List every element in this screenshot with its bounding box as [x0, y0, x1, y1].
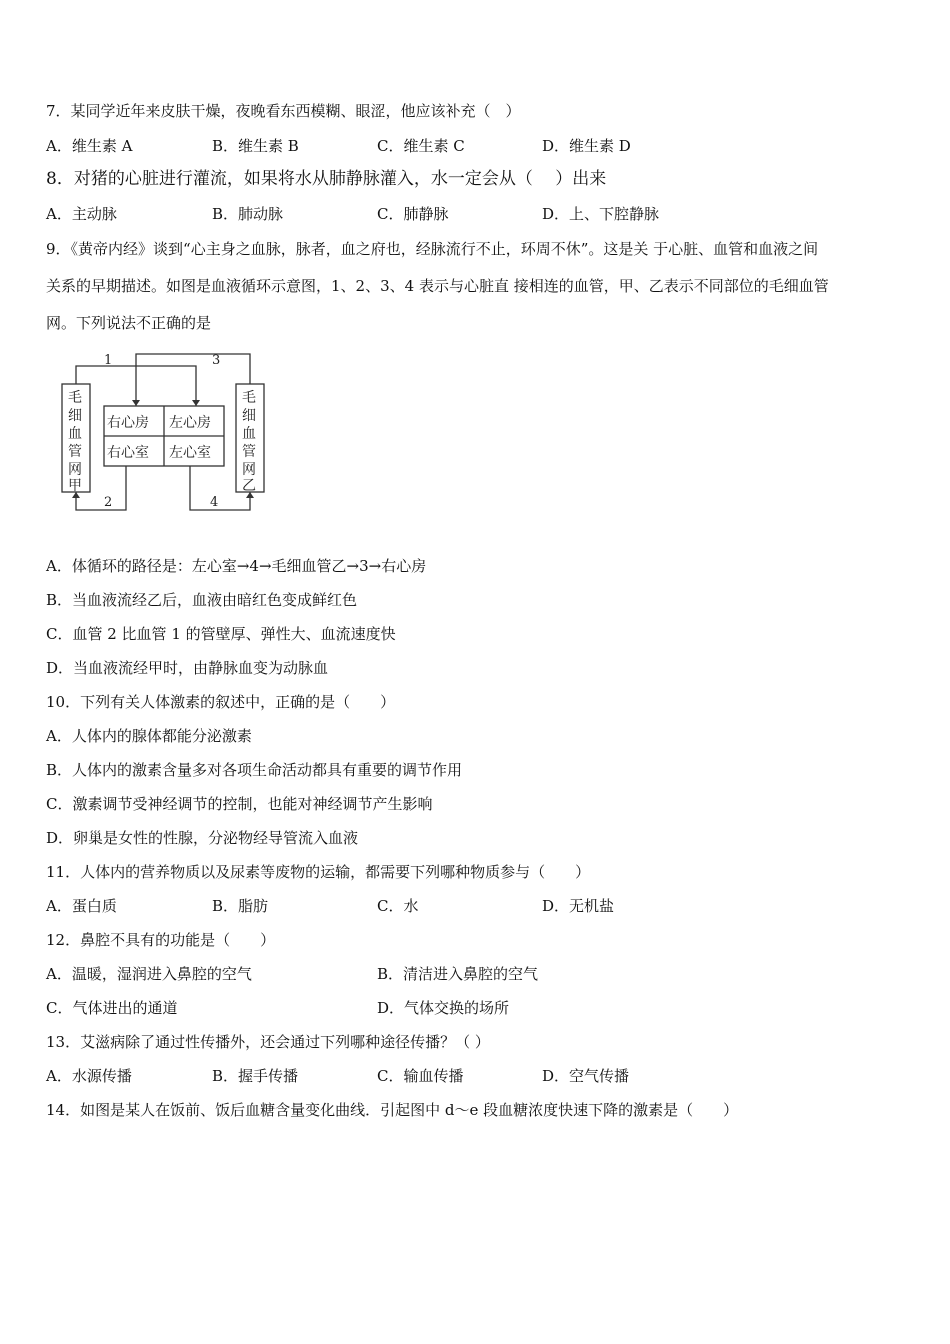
net-jia-char-1: 毛 [68, 390, 82, 406]
q11-option-a[interactable]: A．蛋白质 [46, 897, 117, 915]
q9-option-a[interactable]: A．体循环的路径是：左心室→4→毛细血管乙→3→右心房 [46, 557, 427, 575]
q10-option-d[interactable]: D．卵巢是女性的性腺，分泌物经导管流入血液 [46, 829, 359, 847]
net-yi-char-4: 管 [242, 444, 256, 460]
vessel-label-4: 4 [210, 495, 219, 510]
q10-option-b[interactable]: B．人体内的激素含量多对各项生命活动都具有重要的调节作用 [46, 761, 463, 779]
q12-option-d[interactable]: D．气体交换的场所 [377, 999, 510, 1017]
right-atrium-label: 右心房 [107, 415, 149, 431]
q7-stem: 7．某同学近年来皮肤干燥，夜晚看东西模糊、眼涩，他应该补充（ ） [46, 102, 521, 120]
q8-option-d[interactable]: D．上、下腔静脉 [542, 205, 660, 223]
q14-stem: 14．如图是某人在饭前、饭后血糖含量变化曲线．引起图中 d～e 段血糖浓度快速下降的激素是（ ） [46, 1101, 739, 1119]
blood-circulation-diagram [46, 344, 286, 534]
right-ventricle-label: 右心室 [107, 445, 149, 461]
vessel-2 [76, 466, 126, 510]
q8-stem: 8．对猪的心脏进行灌流，如果将水从肺静脉灌入，水一定会从（ ）出来 [46, 169, 607, 189]
q13-option-a[interactable]: A．水源传播 [46, 1067, 132, 1085]
q10-stem: 10．下列有关人体激素的叙述中，正确的是（ ） [46, 693, 396, 711]
q13-option-c[interactable]: C．输血传播 [377, 1067, 464, 1085]
q12-option-b[interactable]: B．清洁进入鼻腔的空气 [377, 965, 539, 983]
q13-option-d[interactable]: D．空气传播 [542, 1067, 630, 1085]
q9-stem-line-3: 网。下列说法不正确的是 [46, 314, 212, 332]
vessel-3 [136, 354, 250, 406]
q7-option-a[interactable]: A．维生素 A [46, 137, 133, 155]
vessel-label-3: 3 [212, 353, 221, 368]
q9-option-b[interactable]: B．当血液流经乙后，血液由暗红色变成鲜红色 [46, 591, 358, 609]
q10-option-a[interactable]: A．人体内的腺体都能分泌激素 [46, 727, 252, 745]
net-yi-char-5: 网 [242, 462, 256, 478]
q9-stem-line-2: 关系的早期描述。如图是血液循环示意图，1、2、3、4 表示与心脏直 接相连的血管，甲、乙表示不同部位的毛细血管 [46, 277, 829, 295]
q9-option-c[interactable]: C．血管 2 比血管 1 的管壁厚、弹性大、血流速度快 [46, 625, 396, 643]
q11-option-c[interactable]: C．水 [377, 897, 419, 915]
net-jia-char-5: 网 [68, 462, 82, 478]
net-jia-char-2: 细 [68, 408, 82, 424]
q10-option-c[interactable]: C．激素调节受神经调节的控制，也能对神经调节产生影响 [46, 795, 433, 813]
q13-option-b[interactable]: B．握手传播 [212, 1067, 299, 1085]
vessel-4 [190, 466, 250, 510]
q11-stem: 11．人体内的营养物质以及尿素等废物的运输，都需要下列哪种物质参与（ ） [46, 863, 591, 881]
q8-option-b[interactable]: B．肺动脉 [212, 205, 284, 223]
q7-option-d[interactable]: D．维生素 D [542, 137, 631, 155]
q8-option-c[interactable]: C．肺静脉 [377, 205, 449, 223]
q12-option-a[interactable]: A．温暖，湿润进入鼻腔的空气 [46, 965, 252, 983]
net-yi-char-3: 血 [242, 426, 256, 442]
vessel-label-2: 2 [104, 495, 113, 510]
left-atrium-label: 左心房 [169, 415, 211, 431]
vessel-label-1: 1 [104, 353, 113, 368]
left-ventricle-label: 左心室 [169, 445, 211, 461]
q7-option-b[interactable]: B．维生素 B [212, 137, 299, 155]
q12-option-c[interactable]: C．气体进出的通道 [46, 999, 178, 1017]
net-yi-char-2: 细 [242, 408, 256, 424]
net-yi-char-6: 乙 [242, 478, 256, 494]
q9-stem-line-1: 9．《黄帝内经》谈到“心主身之血脉，脉者，血之府也，经脉流行不止，环周不休”。这是关 于心脏、血管和血液之间 [46, 240, 819, 258]
q9-option-d[interactable]: D．当血液流经甲时，由静脉血变为动脉血 [46, 659, 329, 677]
q12-stem: 12．鼻腔不具有的功能是（ ） [46, 931, 276, 949]
q13-stem: 13．艾滋病除了通过性传播外，还会通过下列哪种途径传播？（ ） [46, 1033, 490, 1051]
q7-option-c[interactable]: C．维生素 C [377, 137, 465, 155]
q8-option-a[interactable]: A．主动脉 [46, 205, 117, 223]
net-jia-char-3: 血 [68, 426, 82, 442]
q11-option-d[interactable]: D．无机盐 [542, 897, 615, 915]
q11-option-b[interactable]: B．脂肪 [212, 897, 269, 915]
net-yi-char-1: 毛 [242, 390, 256, 406]
net-jia-char-4: 管 [68, 444, 82, 460]
net-jia-char-6: 甲 [68, 478, 82, 494]
